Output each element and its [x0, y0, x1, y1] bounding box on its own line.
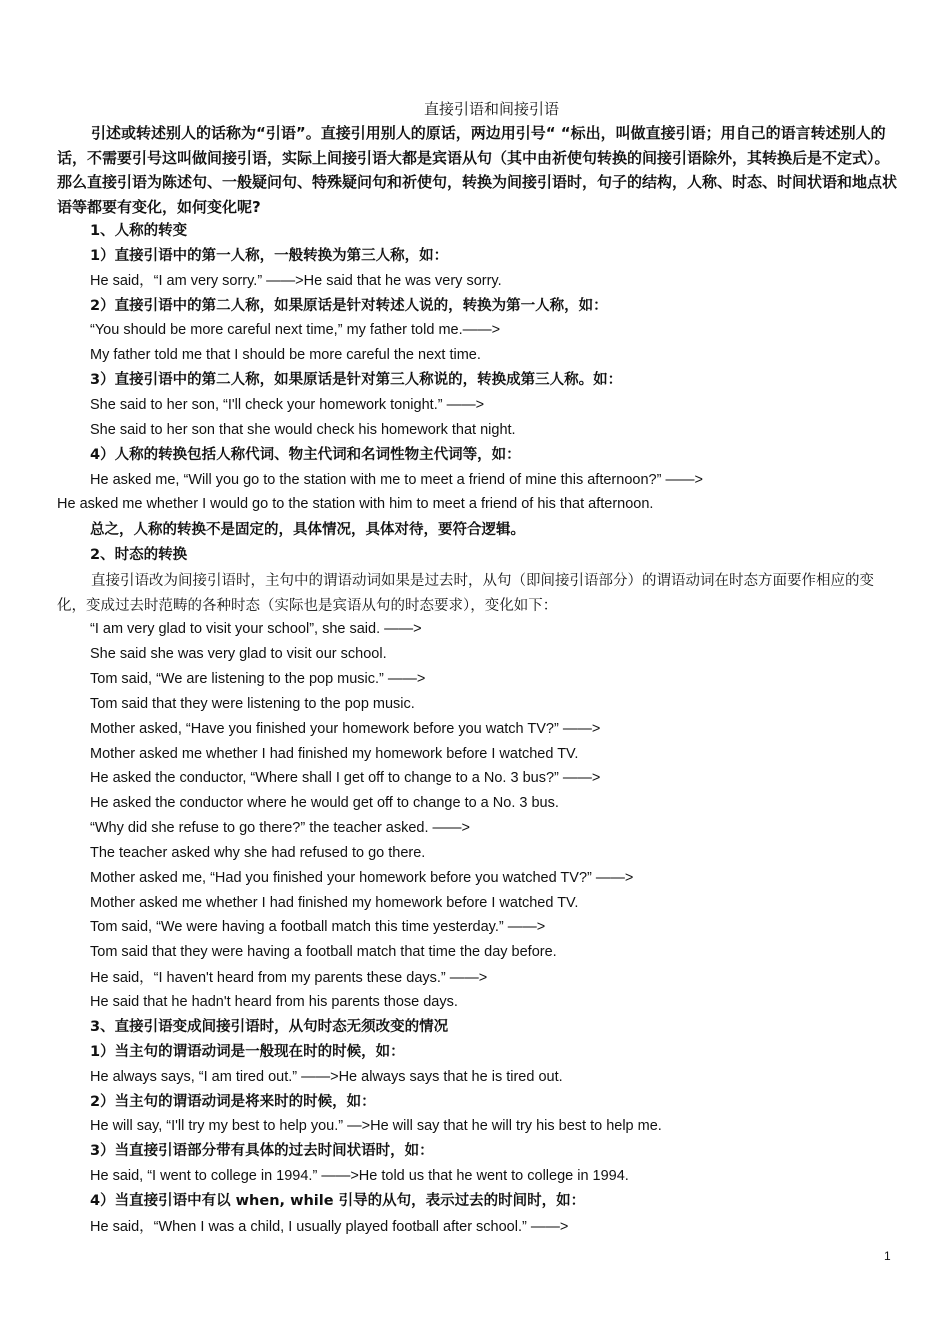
example-line: Tom said, “We are listening to the pop music.” ——>	[90, 671, 426, 687]
page-title: 直接引语和间接引语	[423, 100, 559, 118]
example-line: He asked the conductor, “Where shall I get off to change to a No. 3 bus?” ——>	[90, 770, 601, 786]
rule-heading: 4）人称的转换包括人称代词、物主代词和名词性物主代词等，如：	[90, 447, 521, 463]
example-line: He asked the conductor where he would get off to change to a No. 3 bus.	[90, 795, 559, 811]
rule-heading: 2）直接引语中的第二人称，如果原话是针对转述人说的，转换为第一人称，如：	[90, 298, 608, 314]
example-line: He will say, “I'll try my best to help you.” —>He will say that he will try his best to help me.	[90, 1118, 662, 1134]
example-line: “Why did she refuse to go there?” the teacher asked. ——>	[90, 820, 471, 836]
example-line: Tom said, “We were having a football match this time yesterday.” ——>	[90, 919, 546, 935]
example-line: He said, “I went to college in 1994.” ——>He told us that he went to college in 1994.	[90, 1168, 629, 1184]
example-line: He always says, “I am tired out.” ——>He always says that he is tired out.	[90, 1069, 563, 1085]
example-line: “You should be more careful next time,” my father told me.——>	[90, 322, 501, 338]
example-line: Tom said that they were listening to the pop music.	[90, 696, 415, 712]
rule-heading: 3）当直接引语部分带有具体的过去时间状语时，如：	[90, 1143, 434, 1159]
rule-heading: 3）直接引语中的第二人称，如果原话是针对第三人称说的，转换成第三人称。如：	[90, 372, 623, 388]
example-line: She said to her son that she would check his homework that night.	[90, 422, 516, 438]
example-line: He said，“I am very sorry.” ——>He said that he was very sorry.	[90, 273, 502, 289]
example-line: He asked me whether I would go to the station with him to meet a friend of his that afternoon.	[57, 496, 654, 512]
tense-paragraph: 直接引语改为间接引语时，主句中的谓语动词如果是过去时，从句（即间接引语部分）的谓语动词在时态方面要作相应的变化，变成过去时范畴的各种时态（实际也是宾语从句的时态要求），变化如下：	[57, 573, 874, 614]
example-line: Mother asked me, “Had you finished your homework before you watched TV?” ——>	[90, 870, 634, 886]
section-heading-no-change: 3、直接引语变成间接引语时，从句时态无须改变的情况	[90, 1019, 449, 1035]
rule-heading: 4）当直接引语中有以 when, while 引导的从句，表示过去的时间时，如：	[90, 1193, 586, 1209]
example-line: Mother asked me whether I had finished my homework before I watched TV.	[90, 746, 579, 762]
example-line: Mother asked, “Have you finished your homework before you watch TV?” ——>	[90, 721, 601, 737]
section-heading-tense: 2、时态的转换	[90, 547, 188, 563]
example-line: He asked me, “Will you go to the station with me to meet a friend of mine this afternoon?” ——>	[90, 472, 703, 488]
example-line: He said that he hadn't heard from his parents those days.	[90, 994, 458, 1010]
section-heading-person: 1、人称的转变	[90, 223, 188, 239]
example-line: Tom said that they were having a football match that time the day before.	[90, 944, 557, 960]
rule-heading: 1）当主句的谓语动词是一般现在时的时候，如：	[90, 1044, 405, 1060]
example-line: The teacher asked why she had refused to go there.	[90, 845, 426, 861]
example-line: Mother asked me whether I had finished my homework before I watched TV.	[90, 895, 579, 911]
intro-paragraph: 引述或转述别人的话称为“引语”。直接引用别人的原话，两边用引号“ “标出，叫做直接引语；用自己的语言转述别人的话，不需要引号这叫做间接引语，实际上间接引语大都是宾语从句（其中由祈使句转换的间接引语除外，其转换后是不定式）。那么直接引语为陈述句、一般疑问句、特殊疑问句和祈使句，转换为间接引语时，句子的结构，人称、时态、时间状语和地点状语等都要有变化，如何变化呢?	[57, 124, 898, 216]
example-line: My father told me that I should be more careful the next time.	[90, 347, 481, 363]
summary-line: 总之，人称的转换不是固定的，具体情况，具体对待，要符合逻辑。	[90, 522, 525, 538]
rule-heading: 2）当主句的谓语动词是将来时的时候，如：	[90, 1094, 376, 1110]
example-line: She said she was very glad to visit our school.	[90, 646, 387, 662]
example-line: “I am very glad to visit your school”, she said. ——>	[90, 621, 422, 637]
example-line: She said to her son, “I'll check your homework tonight.” ——>	[90, 397, 485, 413]
example-line: He said，“I haven't heard from my parents these days.” ——>	[90, 970, 488, 986]
rule-heading: 1）直接引语中的第一人称，一般转换为第三人称，如：	[90, 248, 449, 264]
example-line: He said，“When I was a child, I usually played football after school.” ——>	[90, 1219, 569, 1235]
page-number: 1	[884, 1249, 891, 1263]
